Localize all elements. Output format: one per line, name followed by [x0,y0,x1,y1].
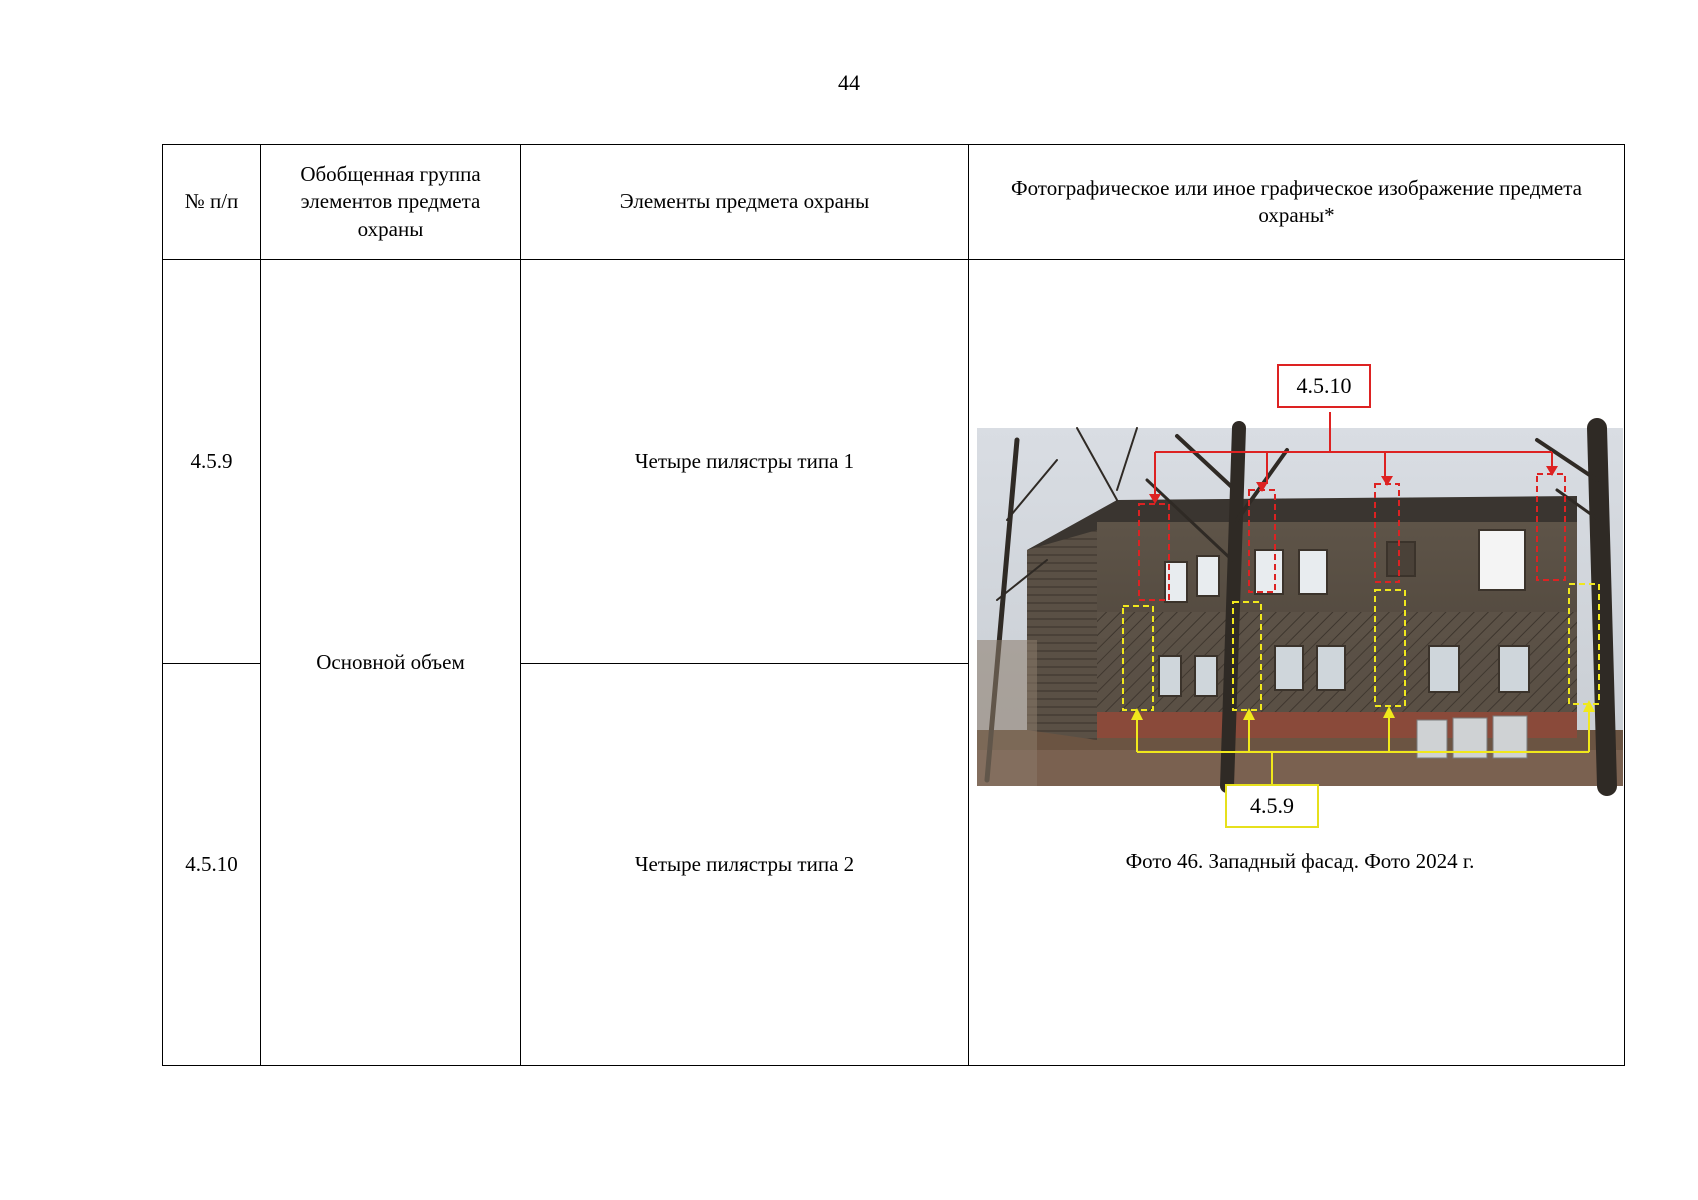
photo-caption: Фото 46. Западный фасад. Фото 2024 г. [1125,849,1475,873]
row-num: 4.5.10 [163,664,261,1066]
header-image: Фотографическое или иное графическое изображение предмета охраны* [969,145,1625,260]
table-header-row [163,145,1625,260]
table-row [163,260,1625,664]
callout-4-5-10: 4.5.10 [1277,364,1371,408]
page-number: 44 [838,70,860,95]
row-element: Четыре пилястры типа 1 [521,260,969,664]
row-element: Четыре пилястры типа 2 [521,664,969,1066]
header-group: Обобщенная группа элементов предмета охраны [261,145,521,260]
protection-table [162,144,1625,1066]
callout-4-5-9: 4.5.9 [1225,784,1319,828]
photo-cell [969,260,1625,1066]
header-elements: Элементы предмета охраны [521,145,969,260]
header-num: № п/п [163,145,261,260]
row-num: 4.5.9 [163,260,261,664]
photo-annotated [977,260,1623,1060]
photo-image [977,428,1623,786]
group-cell: Основной объем [261,260,521,1066]
